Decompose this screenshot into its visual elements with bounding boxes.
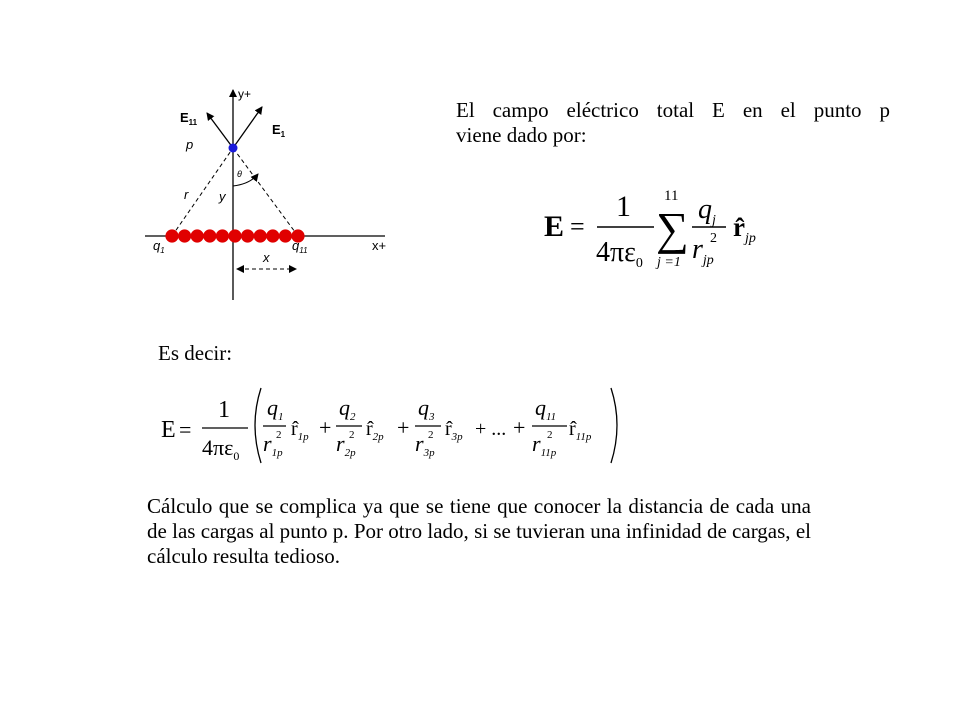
eq2-term11-r: $r_{11p}$ [532, 431, 557, 459]
charge-diagram [0, 0, 420, 320]
charge-5 [216, 229, 229, 242]
eq2-term2-r-sup: 2 [349, 429, 355, 441]
charge-3 [191, 229, 204, 242]
e11-label: $E_{11}$ [180, 110, 198, 127]
charge-6 [228, 229, 241, 242]
eq2-term2-q-sub: 2 [350, 411, 356, 423]
y-label: y [219, 189, 226, 204]
eq2-term3-q: $q_3$ [418, 395, 435, 423]
equation-total-field [530, 178, 790, 274]
eq2-term11-q-sub: 11 [546, 411, 557, 423]
eq2-term3-plus: + [397, 415, 410, 440]
eq2-equals: = [179, 417, 192, 442]
eq2-term2-rhat: $r̂_{2p}$ [366, 418, 384, 443]
eq1-frac-den: $4\pi\varepsilon_0$ [596, 237, 643, 271]
eq2-term1-rhat-sub: 1p [297, 431, 309, 443]
eq2-term1-r-sub: 1p [271, 447, 283, 459]
q11-label: $q_{11}$ [292, 238, 308, 255]
eq2-term11-rhat-sub: 11p [575, 431, 592, 443]
q11-subscript: 11 [299, 246, 308, 255]
eq1-equals: = [570, 212, 585, 241]
intro-text-line-2: viene dado por: [456, 123, 587, 147]
equation-expanded [155, 385, 625, 467]
es-decir-label: Es decir: [158, 341, 233, 365]
q1-label: $q_1$ [153, 238, 165, 255]
x-dimension-arrowhead-left [236, 265, 244, 273]
eq1-frac-den-sub: 0 [635, 256, 643, 271]
eq2-term2-plus: + [319, 415, 332, 440]
eq2-term1-q: $q_1$ [267, 395, 284, 423]
conclusion-paragraph: Cálculo que se complica ya que se tiene que conocer la distancia de cada una de las cargas al punto p. Por otro lado, si se tuvieran una infinidad de cargas, el cálculo resulta tedioso. [147, 494, 811, 568]
theta-label: θ [237, 169, 242, 179]
right-dashed-line [233, 148, 298, 236]
e1-subscript: 1 [280, 130, 286, 139]
eq1-rhat: $r̂_{jp}$ [733, 212, 756, 246]
eq2-ellipsis: + ... [475, 418, 507, 440]
eq2-term1-r-sup: 2 [276, 429, 282, 441]
eq2-term3-rhat: $r̂_{3p}$ [445, 418, 463, 443]
charge-7 [241, 229, 254, 242]
e11-vector [207, 113, 233, 148]
point-p [229, 144, 238, 153]
q1-subscript: 1 [160, 246, 165, 255]
charge-row [165, 229, 304, 242]
eq2-term11-q: $q_{11}$ [535, 395, 557, 423]
eq2-right-paren [611, 388, 617, 463]
eq1-r-sub: jp [702, 253, 714, 268]
eq2-term1-rhat: $r̂_{1p}$ [291, 418, 309, 443]
intro-text-line-1: El campo eléctrico total E en el punto p [456, 98, 890, 122]
x-label: x [263, 250, 270, 265]
charge-10 [279, 229, 292, 242]
eq2-lhs: E [161, 417, 176, 443]
eq2-term3-q-sub: 3 [429, 411, 435, 423]
eq1-rhat-sub: jp [744, 231, 756, 246]
charge-1 [165, 229, 178, 242]
eq2-term11-rhat: $r̂_{11p}$ [569, 418, 592, 443]
charge-9 [266, 229, 279, 242]
r-label: r [184, 187, 189, 202]
eq2-term2-r: $r_{2p}$ [336, 431, 356, 459]
eq2-term2-rhat-sub: 2p [372, 431, 384, 443]
eq2-term1-q-sub: 1 [278, 411, 284, 423]
charge-8 [254, 229, 267, 242]
eq1-sum-lower: j =1 [657, 255, 681, 270]
eq2-frac-num: 1 [218, 397, 230, 423]
eq2-term2-q: $q_2$ [339, 395, 356, 423]
eq1-lhs: E [544, 210, 565, 243]
eq2-term3-r: $r_{3p}$ [415, 431, 435, 459]
eq2-term11-r-sub: 11p [540, 447, 557, 459]
e1-label: $E_1$ [272, 122, 286, 139]
e1-vector [233, 107, 262, 148]
eq1-q: $q_j$ [698, 194, 716, 228]
eq1-q-sub: j [712, 213, 716, 228]
eq2-term3-r-sub: 3p [423, 447, 435, 459]
eq2-frac-den-sub: 0 [233, 449, 240, 463]
eq2-term11-r-sup: 2 [547, 429, 553, 441]
x-axis-label: x+ [372, 238, 387, 253]
eq2-left-paren [255, 388, 261, 463]
charge-2 [178, 229, 191, 242]
eq1-sum-upper: 11 [664, 188, 679, 204]
e11-subscript: 11 [188, 118, 198, 127]
eq2-frac-den: $4\pi\varepsilon_0$ [202, 435, 240, 463]
eq1-frac-num: 1 [616, 190, 631, 223]
eq2-term3-r-sup: 2 [428, 429, 434, 441]
eq2-term2-r-sub: 2p [344, 447, 356, 459]
point-p-label: p [186, 137, 194, 152]
eq1-r: $r_{jp}$ [692, 234, 714, 268]
eq2-term11-plus: + [513, 415, 526, 440]
y-axis-label: y+ [238, 87, 252, 101]
eq2-term3-rhat-sub: 3p [451, 431, 463, 443]
eq1-r-sup: 2 [710, 231, 717, 246]
charge-4 [203, 229, 216, 242]
eq1-sum-sign: ∑ [656, 203, 689, 254]
eq2-term1-r: $r_{1p}$ [263, 431, 283, 459]
